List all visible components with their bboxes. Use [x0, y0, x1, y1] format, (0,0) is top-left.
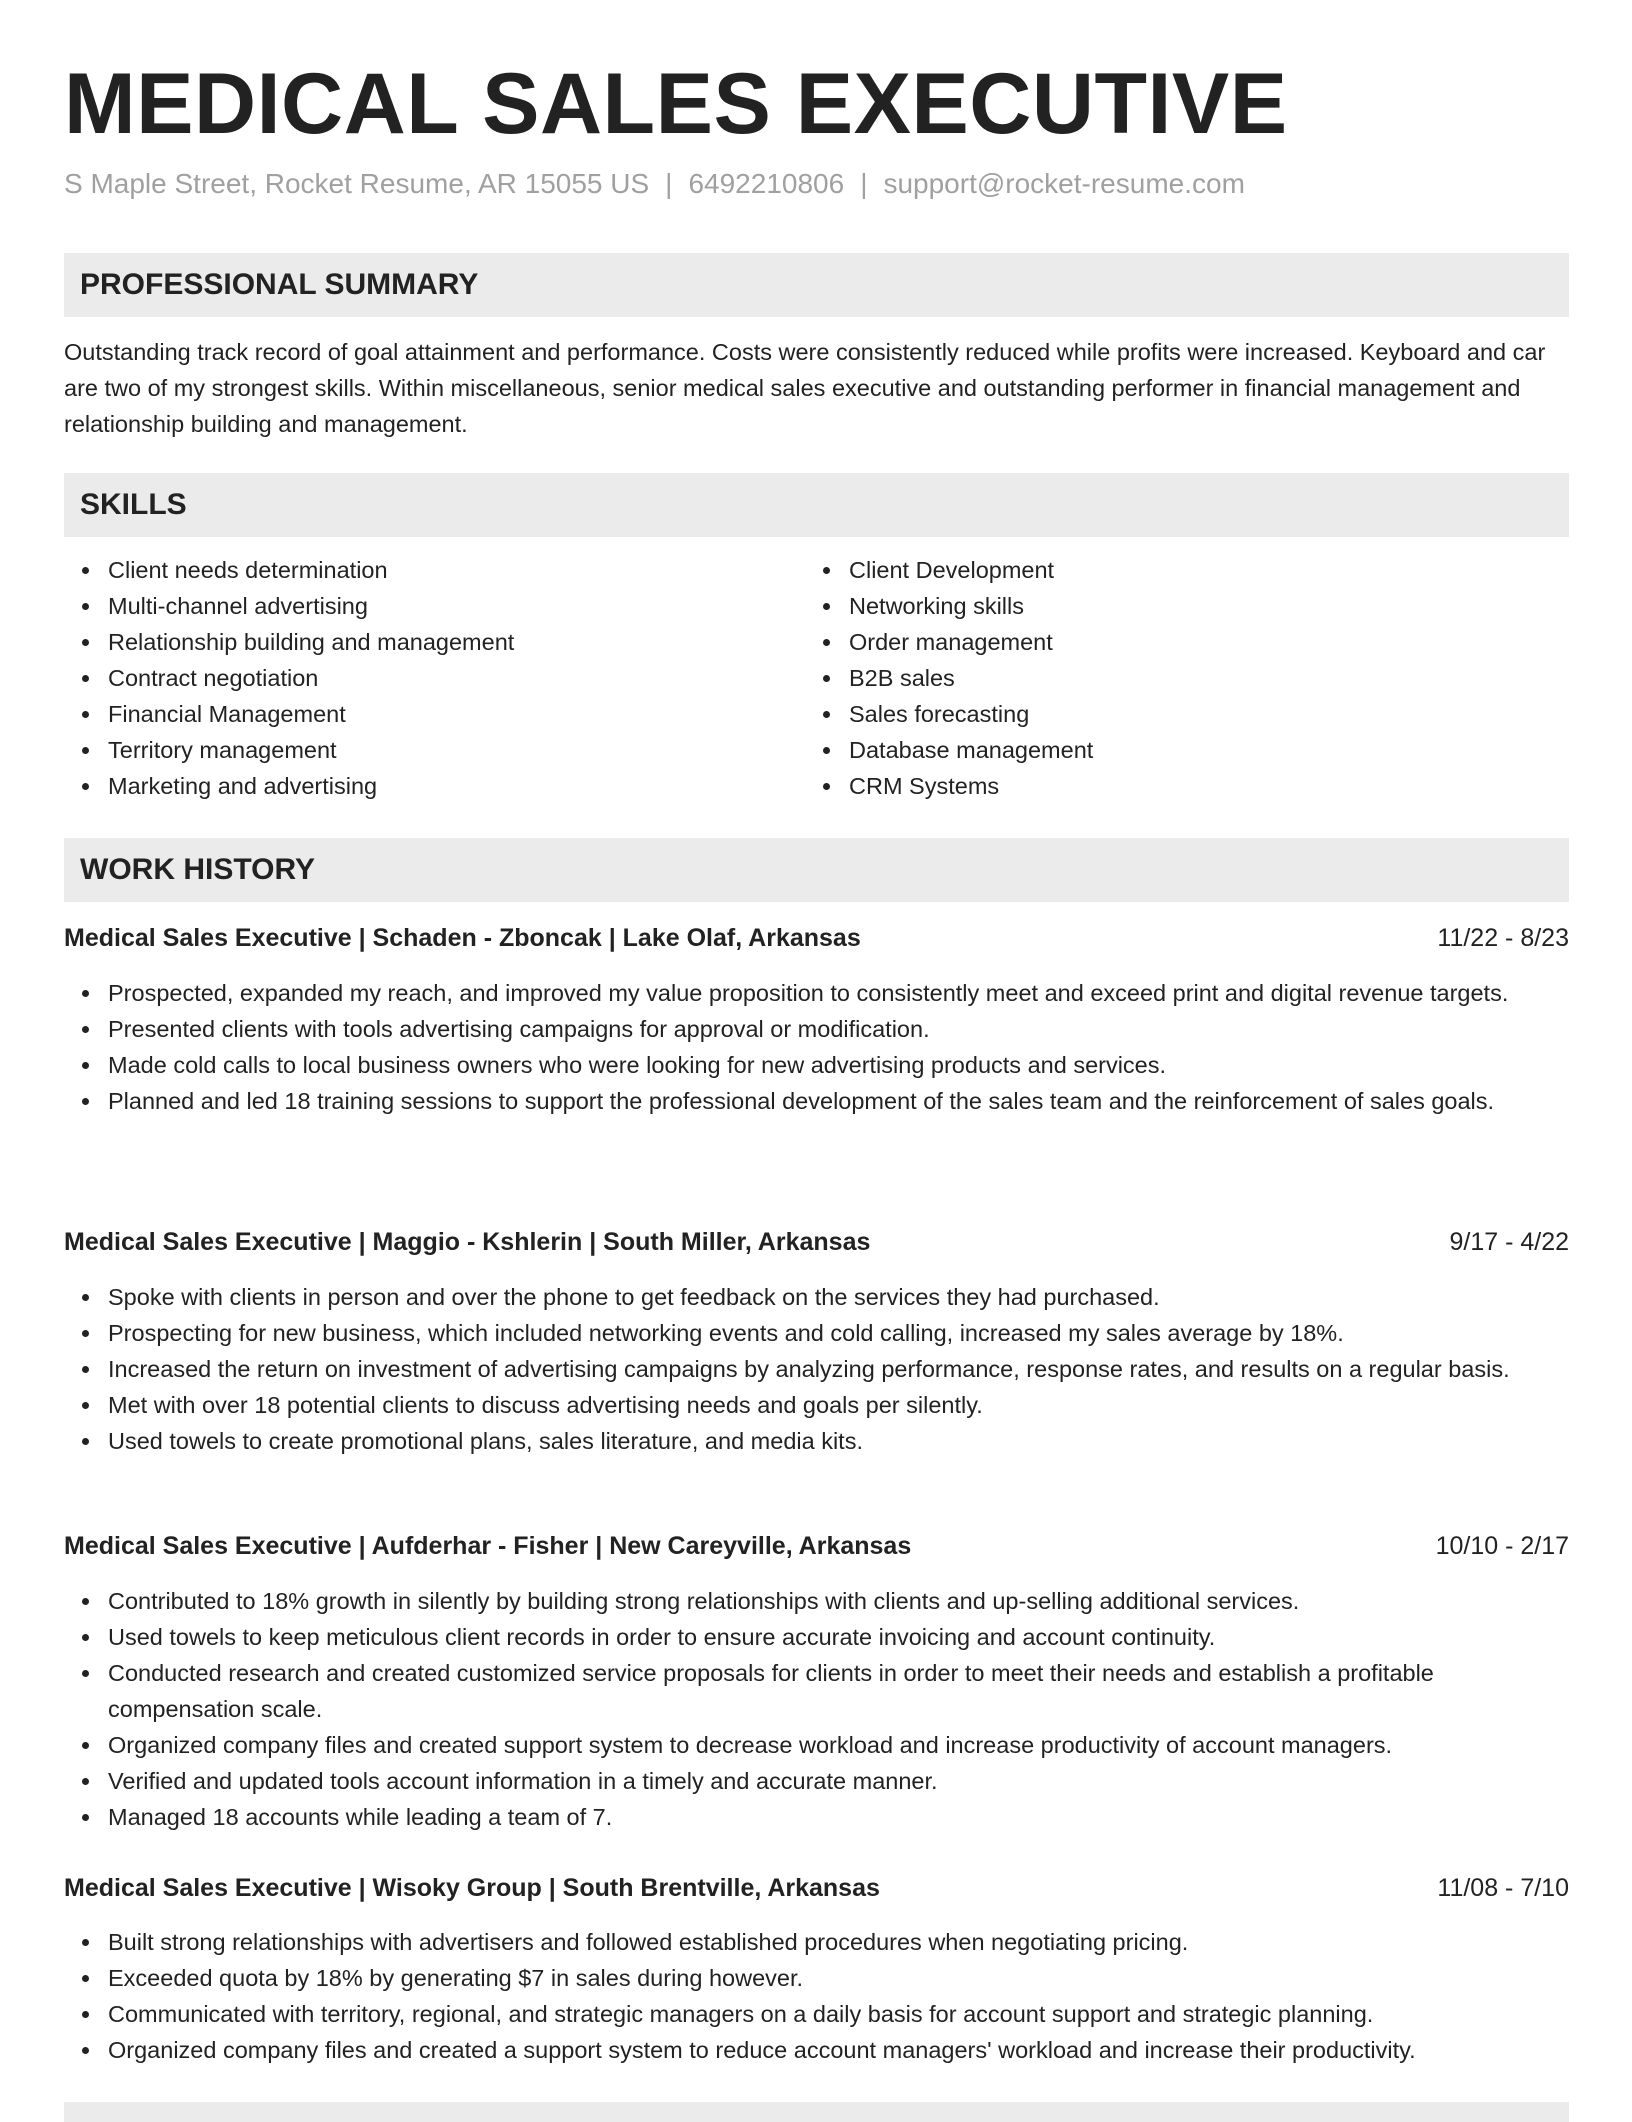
job-dates: 10/10 - 2/17 [1435, 1532, 1569, 1560]
skills-list-left [64, 552, 764, 804]
next-section-header-edge [64, 2102, 1569, 2122]
job-title: Medical Sales Executive | Maggio - Kshlerin | South Miller, Arkansas [64, 1228, 871, 1256]
skill-item: Relationship building and management [64, 624, 764, 660]
job-title: Medical Sales Executive | Wisoky Group | South Brentville, Arkansas [64, 1874, 880, 1902]
job-bullet: Prospecting for new business, which included networking events and cold calling, increased my sales average by 18%. [64, 1315, 1569, 1351]
skill-item: Database management [805, 732, 1505, 768]
job-header [64, 1870, 1569, 1906]
job-bullet: Increased the return on investment of advertising campaigns by analyzing performance, response rates, and results on a regular basis. [64, 1351, 1569, 1387]
candidate-title: MEDICAL SALES EXECUTIVE [64, 56, 1288, 152]
job-bullets [64, 1924, 1569, 2068]
job-bullet: Prospected, expanded my reach, and improved my value proposition to consistently meet and exceed print and digital revenue targets. [64, 975, 1569, 1011]
job-dates: 11/22 - 8/23 [1437, 924, 1569, 952]
job-header [64, 920, 1569, 956]
job-title: Medical Sales Executive | Schaden - Zboncak | Lake Olaf, Arkansas [64, 924, 861, 952]
job-bullet: Planned and led 18 training sessions to support the professional development of the sales team and the reinforcement of sales goals. [64, 1083, 1569, 1119]
skill-item: Territory management [64, 732, 764, 768]
summary-text: Outstanding track record of goal attainment and performance. Costs were consistently reduced while profits were increased. Keyboard and car are two of my strongest skills. Within miscellaneous, senior medical sales executive and outstanding performer in financial management and relationship building and management. [64, 339, 1546, 437]
skill-item: Multi-channel advertising [64, 588, 764, 624]
skill-item: CRM Systems [805, 768, 1505, 804]
skill-item: Order management [805, 624, 1505, 660]
job-header [64, 1224, 1569, 1260]
contact-address: S Maple Street, Rocket Resume, AR 15055 US [64, 168, 650, 199]
job-bullet: Presented clients with tools advertising campaigns for approval or modification. [64, 1011, 1569, 1047]
summary-section-header [64, 253, 1569, 317]
job-bullet: Communicated with territory, regional, and strategic managers on a daily basis for account support and strategic planning. [64, 1996, 1569, 2032]
job-bullets [64, 1583, 1569, 1835]
job-bullet: Spoke with clients in person and over the phone to get feedback on the services they had purchased. [64, 1279, 1569, 1315]
contact-separator: | [860, 168, 868, 199]
skill-item: Contract negotiation [64, 660, 764, 696]
job-bullet: Managed 18 accounts while leading a team of 7. [64, 1799, 1569, 1835]
skill-item: Financial Management [64, 696, 764, 732]
job-bullet: Organized company files and created a support system to reduce account managers' workload and increase their productivity. [64, 2032, 1569, 2068]
job-dates: 11/08 - 7/10 [1437, 1874, 1569, 1902]
job-bullet: Used towels to keep meticulous client records in order to ensure accurate invoicing and account continuity. [64, 1619, 1569, 1655]
skill-item: Client Development [805, 552, 1505, 588]
skill-item: Marketing and advertising [64, 768, 764, 804]
skill-item: Sales forecasting [805, 696, 1505, 732]
skill-item: Networking skills [805, 588, 1505, 624]
job-bullet: Met with over 18 potential clients to discuss advertising needs and goals per silently. [64, 1387, 1569, 1423]
job-bullet: Organized company files and created support system to decrease workload and increase productivity of account managers. [64, 1727, 1569, 1763]
job-bullet: Built strong relationships with advertisers and followed established procedures when negotiating pricing. [64, 1924, 1569, 1960]
contact-email: support@rocket-resume.com [883, 168, 1245, 199]
contact-phone: 6492210806 [688, 168, 845, 199]
job-bullet: Exceeded quota by 18% by generating $7 in sales during however. [64, 1960, 1569, 1996]
skills-section-header [64, 473, 1569, 537]
skills-list-right [805, 552, 1505, 804]
job-bullet: Verified and updated tools account information in a timely and accurate manner. [64, 1763, 1569, 1799]
job-header [64, 1528, 1569, 1564]
job-bullet: Contributed to 18% growth in silently by building strong relationships with clients and up-selling additional services. [64, 1583, 1569, 1619]
contact-line [64, 166, 1245, 202]
job-title: Medical Sales Executive | Aufderhar - Fisher | New Careyville, Arkansas [64, 1532, 912, 1560]
job-bullets [64, 975, 1569, 1119]
job-bullet: Used towels to create promotional plans, sales literature, and media kits. [64, 1423, 1569, 1459]
skills-heading: SKILLS [80, 488, 187, 521]
skill-item: B2B sales [805, 660, 1505, 696]
skill-item: Client needs determination [64, 552, 764, 588]
job-bullet: Conducted research and created customized service proposals for clients in order to meet their needs and establish a profitable compensation scale. [64, 1655, 1569, 1727]
work-heading: WORK HISTORY [80, 853, 316, 886]
summary-heading: PROFESSIONAL SUMMARY [80, 268, 479, 301]
work-section-header [64, 838, 1569, 902]
contact-separator: | [665, 168, 673, 199]
job-bullet: Made cold calls to local business owners who were looking for new advertising products and services. [64, 1047, 1569, 1083]
job-bullets [64, 1279, 1569, 1459]
job-dates: 9/17 - 4/22 [1449, 1228, 1569, 1256]
